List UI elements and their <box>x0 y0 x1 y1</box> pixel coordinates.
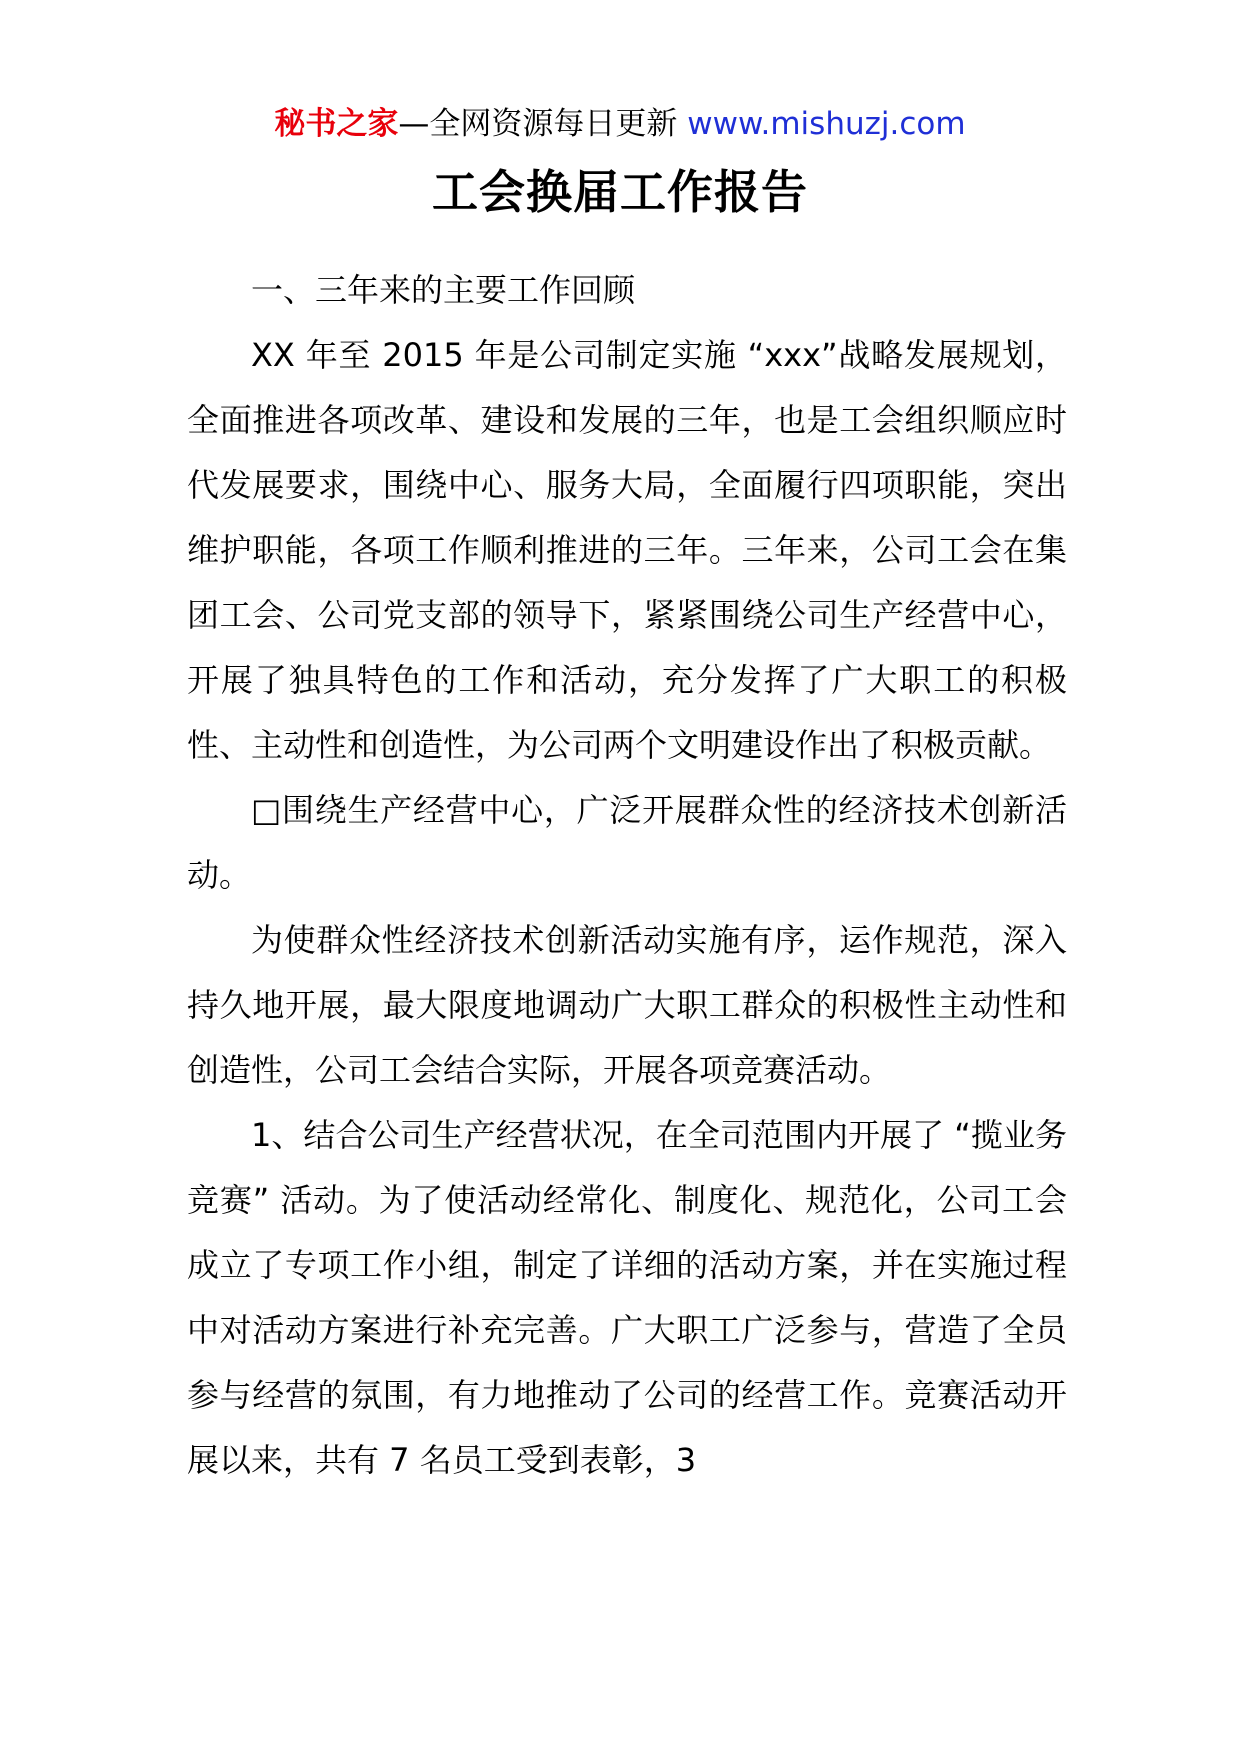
document-body <box>187 258 1067 1493</box>
body-paragraph: 为使群众性经济技术创新活动实施有序，运作规范，深入持久地开展，最大限度地调动广大职工群众的积极性主动性和创造性，公司工会结合实际，开展各项竞赛活动。 <box>187 921 1067 1089</box>
section-heading: 一、三年来的主要工作回顾 <box>251 271 636 309</box>
document-title: 工会换届工作报告 <box>432 165 808 219</box>
body-paragraph: □围绕生产经营中心，广泛开展群众性的经济技术创新活动。 <box>187 791 1067 894</box>
body-paragraph: 1、结合公司生产经营状况，在全司范围内开展了 “揽业务竞赛” 活动。为了使活动经常化、制度化、规范化，公司工会成立了专项工作小组，制定了详细的活动方案，并在实施过程中对活动方案进行补充完善。广大职工广泛参与，营造了全员参与经营的氛围，有力地推动了公司的经营工作。竞赛活动开展以来，共有 7 名员工受到表彰，3 <box>187 1116 1067 1479</box>
brand-name: 秘书之家 <box>274 106 399 142</box>
header-url-link[interactable]: www.mishuzj.com <box>687 106 966 142</box>
header-tagline: —全网资源每日更新 <box>398 106 678 142</box>
body-paragraph: XX 年至 2015 年是公司制定实施 “xxx”战略发展规划，全面推进各项改革、建设和发展的三年，也是工会组织顺应时代发展要求，围绕中心、服务大局，全面履行四项职能，突出维护职能，各项工作顺利推进的三年。三年来，公司工会在集团工会、公司党支部的领导下，紧紧围绕公司生产经营中心，开展了独具特色的工作和活动，充分发挥了广大职工的积极性、主动性和创造性，为公司两个文明建设作出了积极贡献。 <box>187 336 1067 764</box>
site-header <box>0 102 1240 146</box>
